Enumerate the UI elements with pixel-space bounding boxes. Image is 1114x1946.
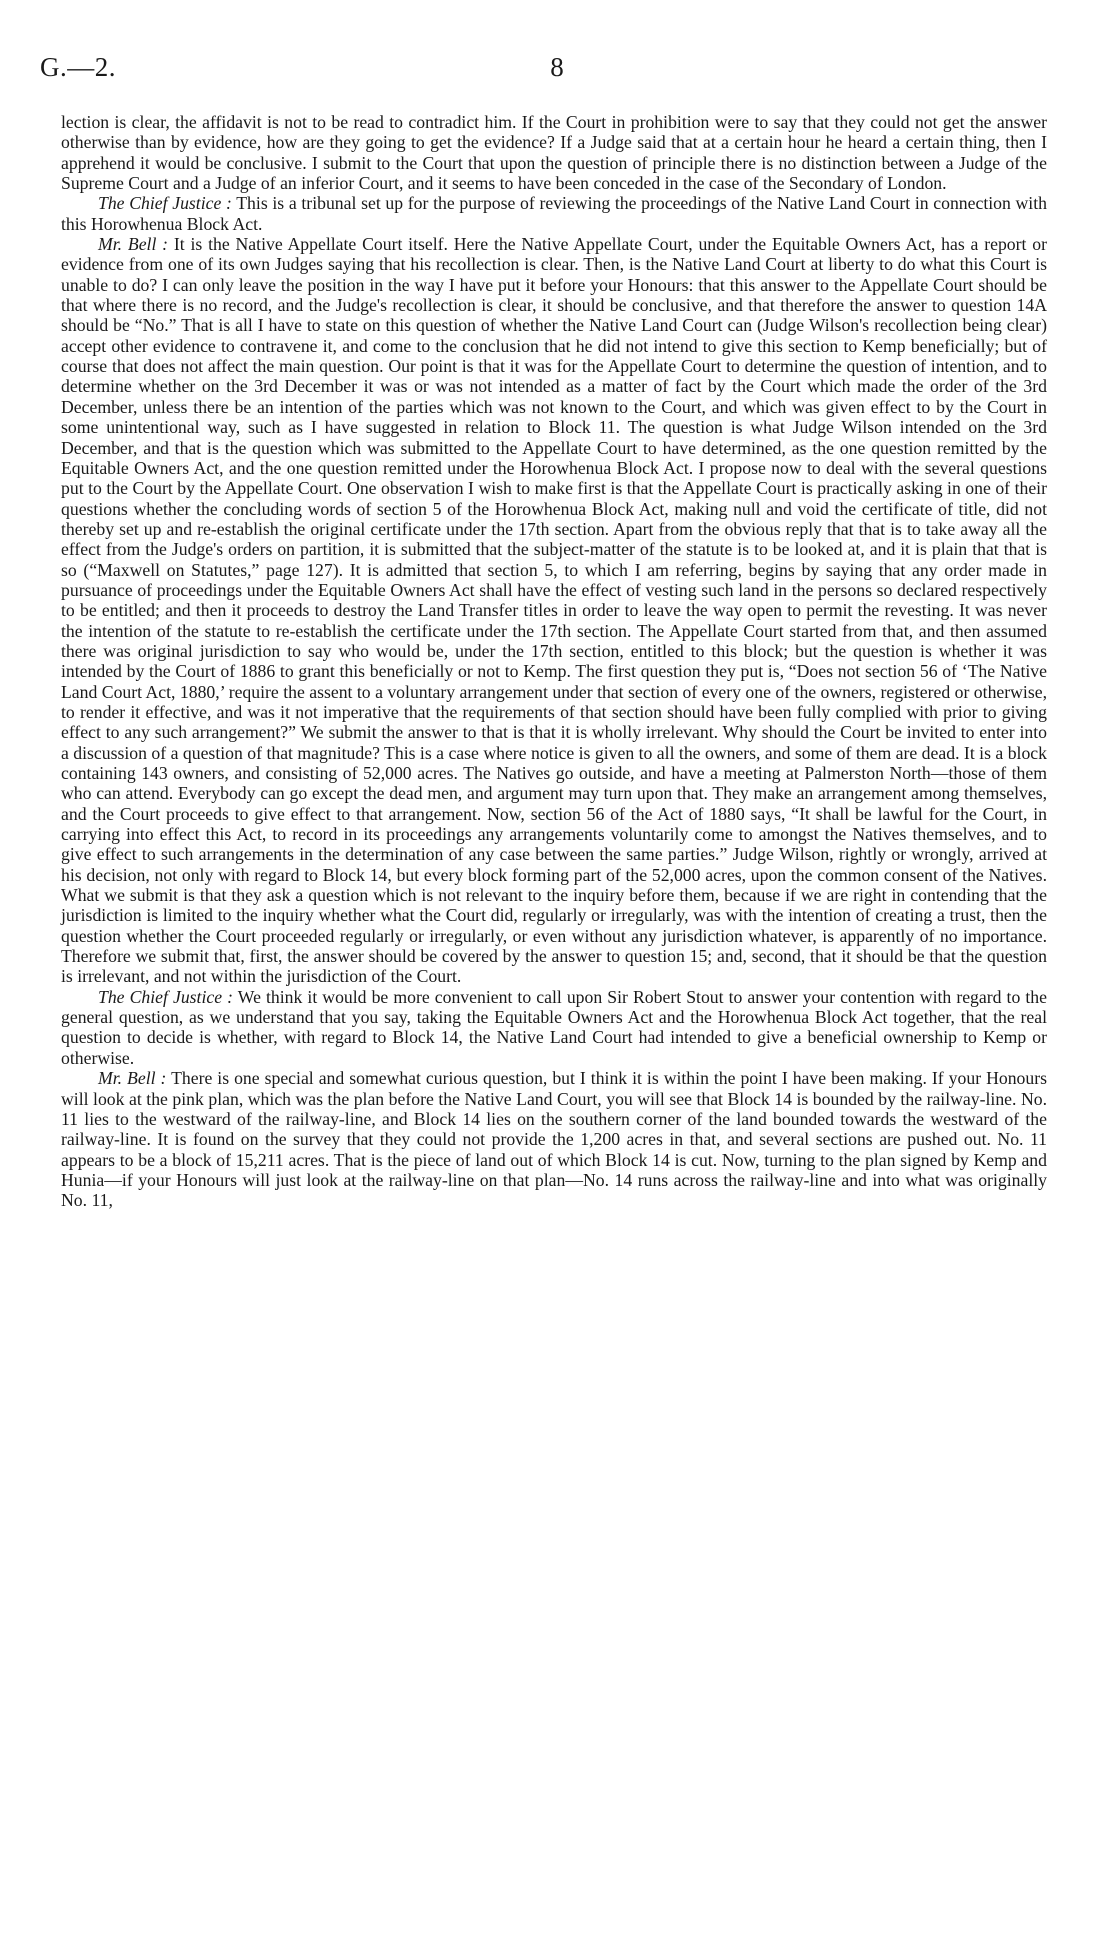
paragraph-text: There is one special and somewhat curious question, but I think it is within the point I have been making. If your Honours will look at the pink plan, which was the plan before the Native Land Court, you will see that Block 14 is bounded by the railway-line. No. 11 lies to the westward of the railway-line, and Block 14 lies on the southern corner of the land bounded towards the westward of the railway-line. It is found on the survey that they could not provide the 1,200 acres in that, and several sections are pushed out. No. 11 appears to be a block of 15,211 acres. That is the piece of land out of which Block 14 is cut. Now, turning to the plan signed by Kemp and Hunia—if your Honours will just look at the railway-line on that plan—No. 14 runs across the railway-line and into what was originally No. 11, bbox=[61, 1068, 1047, 1211]
document-reference: G.—2. bbox=[40, 52, 116, 82]
body-text bbox=[61, 112, 1047, 1211]
speaker-label: The Chief Justice : bbox=[98, 193, 232, 214]
paragraph-text: We think it would be more convenient to call upon Sir Robert Stout to answer your contention with regard to the general question, as we understand that you say, taking the Equitable Owners Act and the Horowhenua Block Act together, that the real question to decide is whether, with regard to Block 14, the Native Land Court had intended to give a beneficial ownership to Kemp or otherwise. bbox=[61, 986, 1047, 1068]
page-header bbox=[40, 52, 1074, 92]
paragraph-text: lection is clear, the affidavit is not to be read to contradict him. If the Court in prohibition were to say that they could not get the answer otherwise than by evidence, how are they going to get the evidence? If a Judge said that at a certain hour he heard a certain thing, then I apprehend it would be conclusive. I submit to the Court that upon the question of principle there is no distinction between a Judge of the Supreme Court and a Judge of an inferior Court, and it seems to have been conceded in the case of the Secondary of London. bbox=[61, 112, 1047, 194]
speaker-label: The Chief Justice : bbox=[98, 986, 234, 1007]
paragraph-text: This is a tribunal set up for the purpose of reviewing the proceedings of the Native Land Court in connection with this Horowhenua Block Act. bbox=[61, 193, 1047, 234]
page-number: 8 bbox=[550, 52, 564, 82]
speaker-label: Mr. Bell : bbox=[98, 1068, 167, 1089]
speaker-label: Mr. Bell : bbox=[98, 234, 169, 255]
paragraph-chief-justice bbox=[61, 987, 1047, 1068]
paragraph-text: It is the Native Appellate Court itself. Here the Native Appellate Court, under the Equitable Owners Act, has a report or evidence from one of its own Judges saying that his recollection is clear. Then, is the Native Land Court at liberty to do what this Court is unable to do? I can only leave the position in the way I have put it before your Honours: that this answer to the Appellate Court should be that where there is no record, and the Judge's recollection is clear, it should be conclusive, and that therefore the answer to question 14A should be “No.” That is all I have to state on this question of whether the Native Land Court can (Judge Wilson's recollection being clear) accept other evidence to contravene it, and come to the conclusion that he did not intend to give this section to Kemp beneficially; but of course that does not affect the main question. Our point is that it was for the Appellate Court to determine the question of intention, and to determine whether on the 3rd December it was or was not intended as a matter of fact by the Court which made the order of the 3rd December, unless there be an intention of the parties which was not known to the Court, and which was given effect to by the Court in some unintentional way, such as I have suggested in relation to Block 11. The question is what Judge Wilson intended on the 3rd December, and that is the question which was submitted to the Appellate Court to have determined, as the one question remitted by the Equitable Owners Act, and the one question remitted under the Horowhenua Block Act. I propose now to deal with the several questions put to the Court by the Appellate Court. One observation I wish to make first is that the Appellate Court is practically asking in one of their questions whether the concluding words of section 5 of the Horowhenua Block Act, making null and void the certificate of title, did not thereby set up and re-establish the original certificate under the 17th section. Apart from the obvious reply that that is to take away all the effect from the Judge's orders on partition, it is submitted that the subject-matter of the statute is to be looked at, and it is plain that that is so (“Maxwell on Statutes,” page 127). It is admitted that section 5, to which I am referring, begins by saying that any order made in pursuance of proceedings under the Equitable Owners Act shall have the effect of vesting such land in the persons so declared respectively to be entitled; and then it proceeds to destroy the Land Transfer titles in order to leave the way open to permit the revesting. It was never the intention of the statute to re-establish the certificate under the 17th section. The Appellate Court started from that, and then assumed there was original jurisdiction to say who would be, under the 17th section, entitled to this block; but the question is whether it was intended by the Court of 1886 to grant this beneficially or not to Kemp. The first question they put is, “Does not section 56 of ‘The Native Land Court Act, 1880,’ require the assent to a voluntary arrangement under that section of every one of the owners, registered or otherwise, to render it effective, and was it not imperative that the requirements of that section should have been fully complied with prior to giving effect to any such arrangement?” We submit the answer to that is that it is wholly irrelevant. Why should the Court be invited to enter into a discussion of a question of that magnitude? This is a case where notice is given to all the owners, and some of them are dead. It is a block containing 143 owners, and consisting of 52,000 acres. The Natives go outside, and have a meeting at Palmerston North—those of them who can attend. Everybody can go except the dead men, and argument may turn upon that. They make an arrangement among themselves, and the Court proceeds to give effect to that arrangement. Now, section 56 of the Act of 1880 says, “It shall be lawful for the Court, in carrying into effect this Act, to record in its proceedings any arrangements voluntarily come to amongst the Natives themselves, and to give effect to such arrangements in the determination of any case between the same parties.” Judge Wilson, rightly or wrongly, arrived at his decision, not only with regard to Block 14, but every block forming part of the 52,000 acres, upon the common consent of the Natives. What we submit is that they ask a question which is not relevant to the inquiry before them, because if we are right in contending that the jurisdiction is limited to the inquiry whether what the Court did, regularly or irregularly, was with the intention of creating a trust, then the question whether the Court proceeded regularly or irregularly, or even without any jurisdiction whatever, is apparently of no importance. Therefore we submit that, first, the answer should be covered by the answer to question 15; and, second, that it should be that the question is irrelevant, and not within the jurisdiction of the Court. bbox=[61, 234, 1047, 987]
paragraph-continuation bbox=[61, 112, 1047, 193]
paragraph-mr-bell bbox=[61, 1068, 1047, 1210]
paragraph-chief-justice bbox=[61, 193, 1047, 234]
paragraph-mr-bell bbox=[61, 234, 1047, 987]
